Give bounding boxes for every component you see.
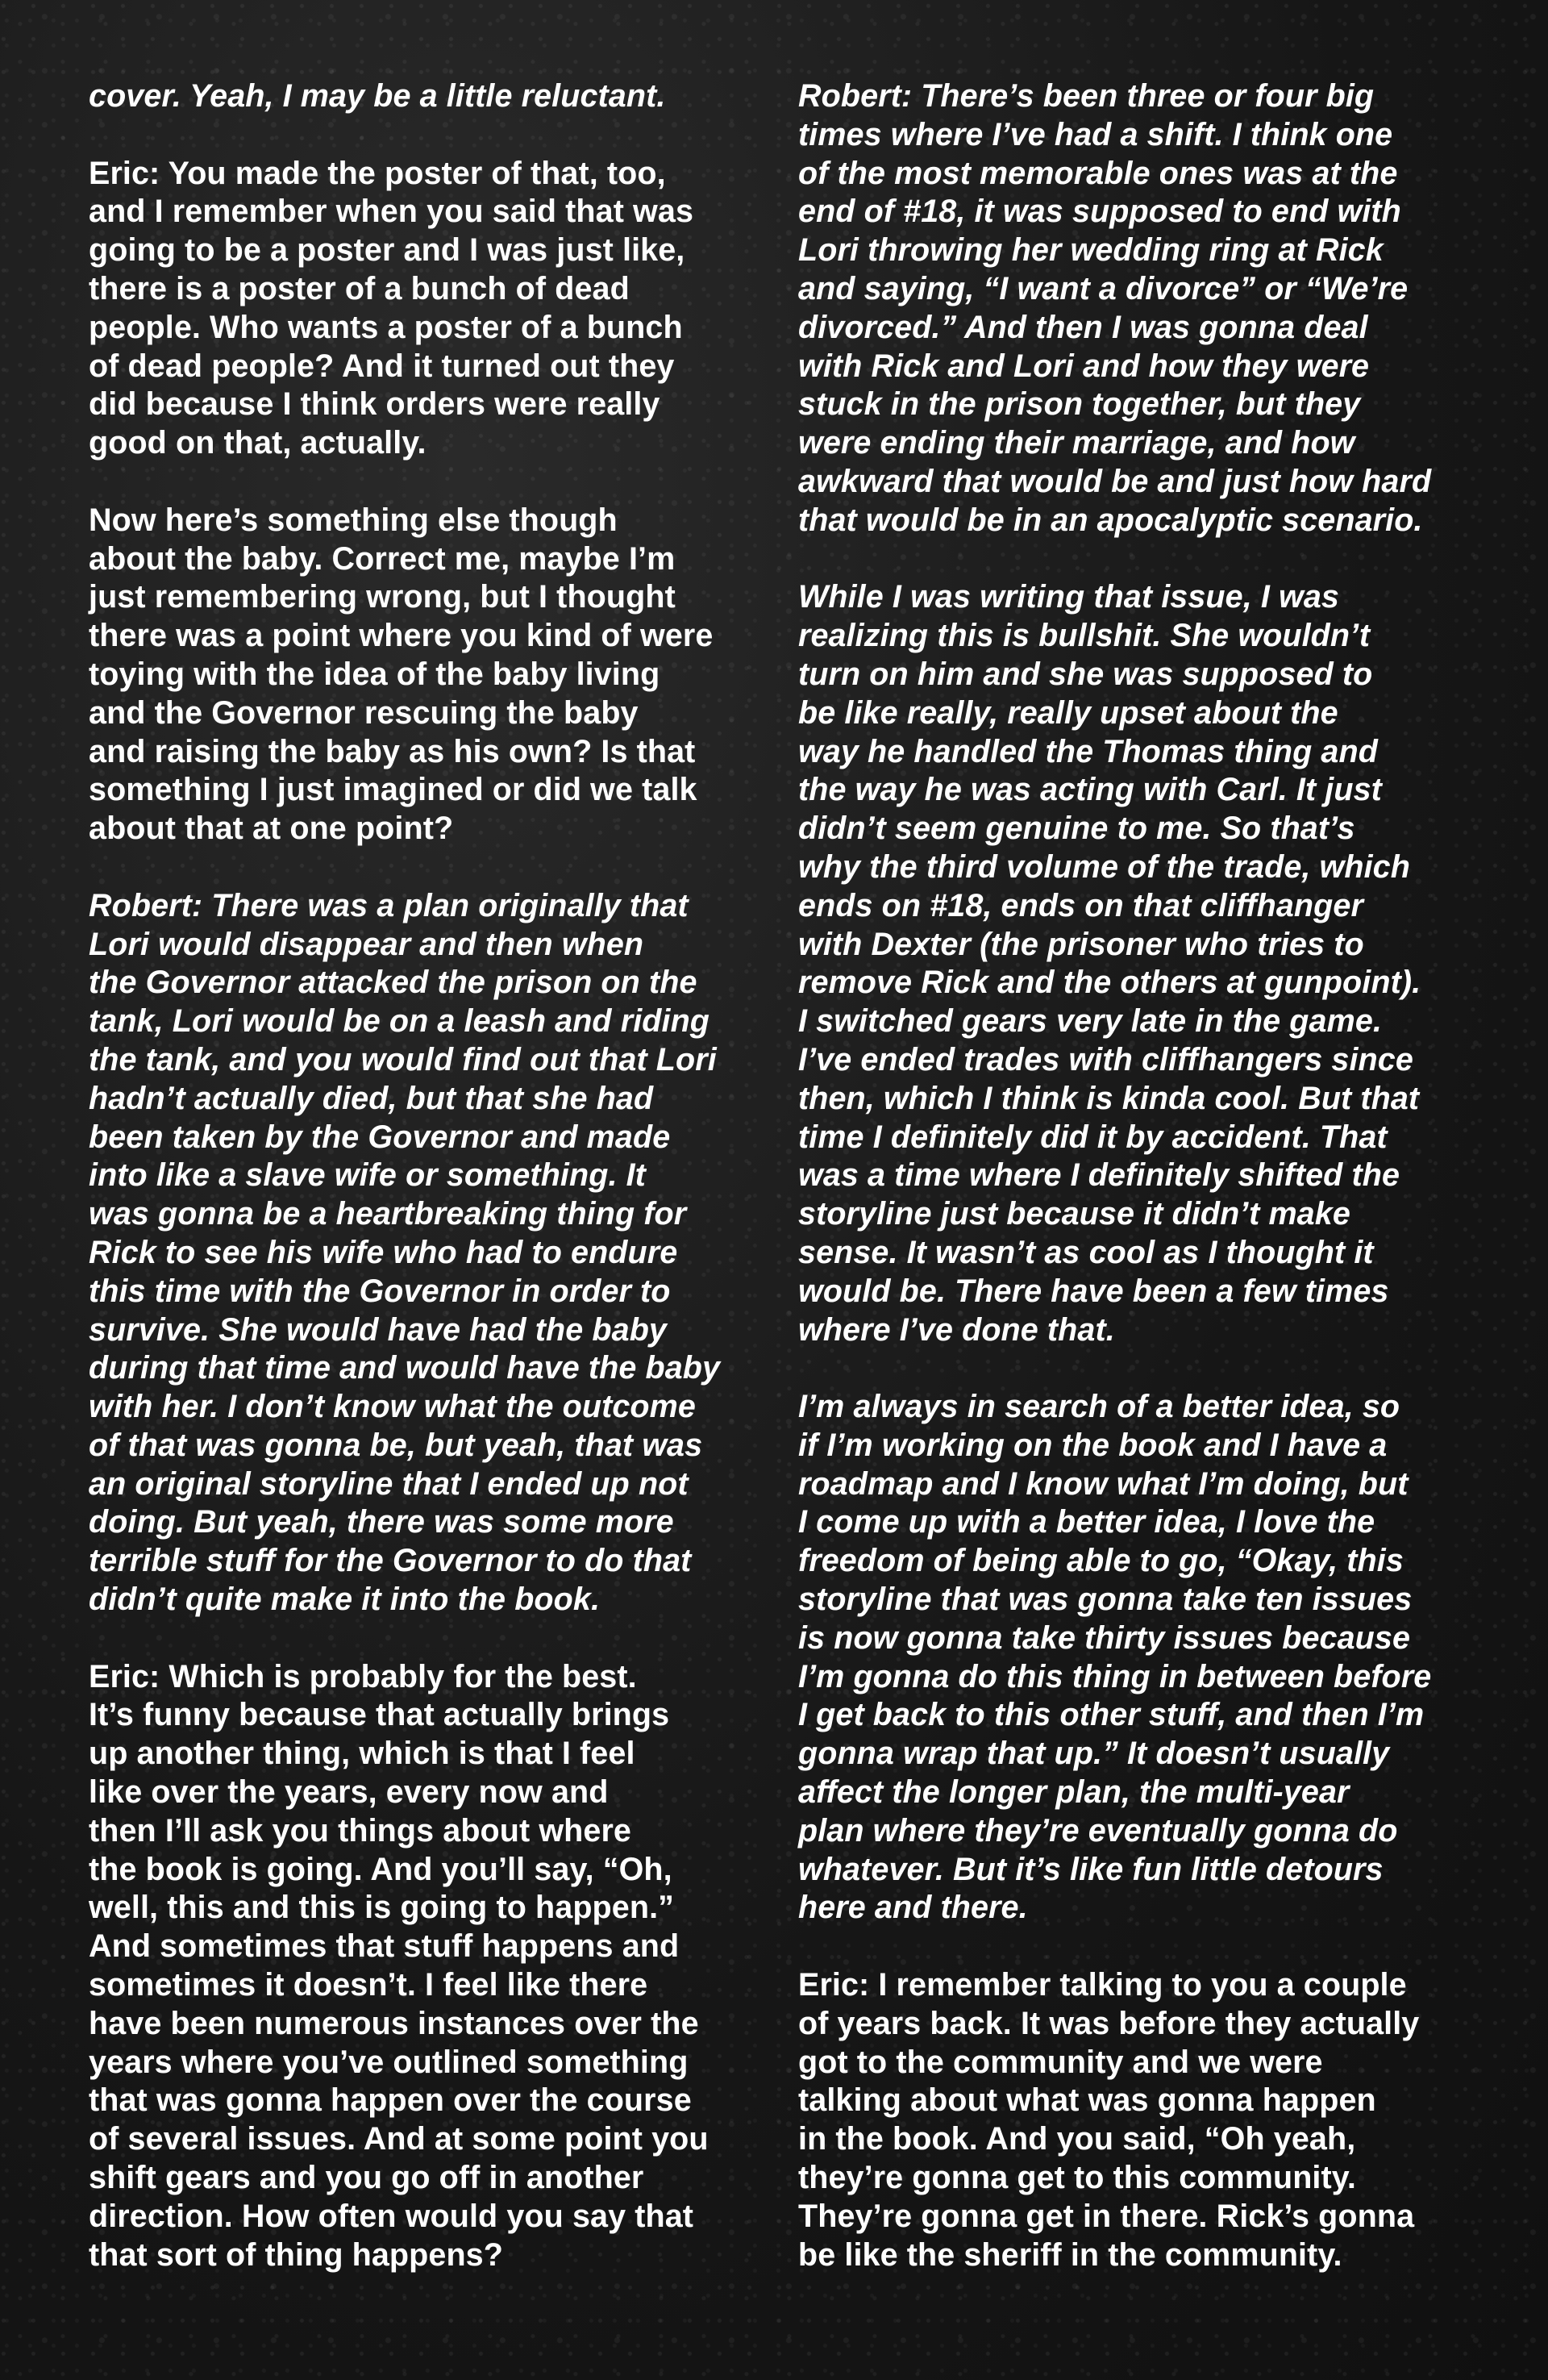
text-line: I switched gears very late in the game.	[798, 1003, 1382, 1040]
text-line: why the third volume of the trade, which	[798, 848, 1410, 885]
paragraph	[89, 155, 758, 463]
text-line: turn on him and she was supposed to	[798, 656, 1373, 692]
text-line: realizing this is bullshit. She wouldn’t	[798, 618, 1371, 654]
text-line: and I remember when you said that was	[89, 194, 694, 230]
text-line: hadn’t actually died, but that she had	[89, 1080, 654, 1116]
text-line: cover. Yeah, I may be a little reluctant.	[89, 78, 666, 114]
text-line: then I’ll ask you things about where	[89, 1812, 631, 1849]
text-line: terrible stuff for the Governor to do that	[89, 1543, 692, 1579]
text-line: there is a poster of a bunch of dead	[89, 270, 630, 306]
text-line: be like the sheriff in the community.	[798, 2236, 1342, 2273]
text-line: and raising the baby as his own? Is that	[89, 733, 696, 769]
text-line: Rick to see his wife who had to endure	[89, 1234, 678, 1270]
text-line: I’m always in search of a better idea, so	[798, 1389, 1400, 1425]
text-line: Eric: Which is probably for the best.	[89, 1658, 637, 1694]
text-line: I get back to this other stuff, and then I’m	[798, 1697, 1425, 1733]
text-line: did because I think orders were really	[89, 386, 660, 423]
left-column	[89, 77, 758, 2274]
text-line: like over the years, every now and	[89, 1774, 609, 1811]
text-line: about the baby. Correct me, maybe I’m	[89, 540, 676, 577]
text-line: Robert: There was a plan originally that	[89, 887, 689, 923]
text-line: Lori would disappear and then when	[89, 926, 644, 962]
text-line: end of #18, it was supposed to end with	[798, 194, 1401, 230]
text-line: sometimes it doesn’t. I feel like there	[89, 1967, 648, 2003]
text-line: in the book. And you said, “Oh yeah,	[798, 2121, 1356, 2157]
text-line: during that time and would have the baby	[89, 1350, 721, 1386]
text-line: would be. There have been a few times	[798, 1273, 1389, 1309]
text-line: here and there.	[798, 1890, 1028, 1926]
text-line: of several issues. And at some point you	[89, 2121, 709, 2157]
text-line: of dead people? And it turned out they	[89, 348, 675, 384]
text-line: well, this and this is going to happen.”	[89, 1890, 674, 1926]
text-line: storyline that was gonna take ten issues	[798, 1582, 1413, 1618]
text-line: storyline just because it didn’t make	[798, 1196, 1350, 1232]
text-line: that would be in an apocalyptic scenario.	[798, 502, 1423, 538]
text-line: Eric: I remember talking to you a couple	[798, 1967, 1407, 2003]
text-line: and the Governor rescuing the baby	[89, 694, 639, 731]
text-line: there was a point where you kind of were	[89, 618, 714, 654]
text-line: be like really, really upset about the	[798, 694, 1338, 731]
text-line: good on that, actually.	[89, 425, 427, 461]
text-line: times where I’ve had a shift. I think one	[798, 116, 1393, 152]
paragraph	[89, 887, 758, 1619]
paragraph	[798, 1388, 1475, 1928]
text-line: While I was writing that issue, I was	[798, 579, 1339, 615]
text-line: up another thing, which is that I feel	[89, 1736, 635, 1772]
text-line: Eric: You made the poster of that, too,	[89, 155, 666, 191]
text-line: with Rick and Lori and how they were	[798, 348, 1370, 384]
text-line: awkward that would be and just how hard	[798, 463, 1432, 499]
text-line: was a time where I definitely shifted the	[798, 1157, 1400, 1194]
text-line: talking about what was gonna happen	[798, 2082, 1376, 2119]
text-line: that sort of thing happens?	[89, 2236, 503, 2273]
text-line: into like a slave wife or something. It	[89, 1157, 646, 1194]
text-line: plan where they’re eventually gonna do	[798, 1812, 1398, 1849]
text-line: roadmap and I know what I’m doing, but	[798, 1465, 1409, 1502]
text-line: about that at one point?	[89, 811, 454, 847]
text-line: tank, Lori would be on a leash and riding	[89, 1003, 710, 1040]
text-line: toying with the idea of the baby living	[89, 656, 660, 692]
text-line: Now here’s something else though	[89, 502, 618, 538]
text-line: is now gonna take thirty issues because	[798, 1619, 1411, 1656]
text-line: something I just imagined or did we talk	[89, 772, 697, 808]
text-line: with Dexter (the prisoner who tries to	[798, 926, 1364, 962]
text-line: survive. She would have had the baby	[89, 1311, 667, 1348]
text-line: have been numerous instances over the	[89, 2005, 699, 2041]
text-line: just remembering wrong, but I thought	[89, 579, 676, 615]
text-line: the book is going. And you’ll say, “Oh,	[89, 1851, 672, 1887]
text-line: They’re gonna get in there. Rick’s gonna	[798, 2198, 1415, 2234]
text-line: didn’t seem genuine to me. So that’s	[798, 811, 1355, 847]
text-line: Robert: There’s been three or four big	[798, 78, 1375, 114]
right-column	[798, 77, 1475, 2274]
text-line: remove Rick and the others at gunpoint).	[798, 965, 1421, 1001]
text-line: time I definitely did it by accident. That	[798, 1119, 1388, 1155]
text-line: ends on #18, ends on that cliffhanger	[798, 887, 1363, 923]
text-line: I’ve ended trades with cliffhangers since	[798, 1041, 1413, 1077]
text-line: gonna wrap that up.” It doesn’t usually	[798, 1736, 1390, 1772]
paragraph	[798, 578, 1475, 1349]
text-line: the tank, and you would find out that Lori	[89, 1041, 717, 1077]
text-line: they’re gonna get to this community.	[798, 2160, 1356, 2196]
text-line: and saying, “I want a divorce” or “We’re	[798, 270, 1409, 306]
text-line: where I’ve done that.	[798, 1311, 1115, 1348]
text-line: if I’m working on the book and I have a	[798, 1427, 1388, 1463]
text-line: Lori throwing her wedding ring at Rick	[798, 232, 1384, 269]
text-line: And sometimes that stuff happens and	[89, 1928, 680, 1965]
text-line: of years back. It was before they actually	[798, 2005, 1420, 2041]
text-line: freedom of being able to go, “Okay, this	[798, 1543, 1404, 1579]
paragraph	[798, 77, 1475, 540]
paragraph	[89, 1658, 758, 2275]
text-line: doing. But yeah, there was some more	[89, 1504, 674, 1540]
text-line: direction. How often would you say that	[89, 2198, 694, 2234]
text-line: divorced.” And then I was gonna deal	[798, 309, 1368, 345]
text-line: been taken by the Governor and made	[89, 1119, 671, 1155]
text-line: an original storyline that I ended up not	[89, 1465, 689, 1502]
text-line: years where you’ve outlined something	[89, 2044, 689, 2080]
text-line: people. Who wants a poster of a bunch	[89, 309, 683, 345]
text-line: then, which I think is kinda cool. But that	[798, 1080, 1420, 1116]
paragraph	[798, 1966, 1475, 2274]
text-line: were ending their marriage, and how	[798, 425, 1355, 461]
text-line: I come up with a better idea, I love the	[798, 1504, 1375, 1540]
text-line: shift gears and you go off in another	[89, 2160, 644, 2196]
text-line: sense. It wasn’t as cool as I thought it	[798, 1234, 1374, 1270]
text-line: affect the longer plan, the multi-year	[798, 1774, 1350, 1811]
text-line: the way he was acting with Carl. It just	[798, 772, 1382, 808]
text-line: It’s funny because that actually brings	[89, 1697, 670, 1733]
text-line: the Governor attacked the prison on the	[89, 965, 697, 1001]
text-line: of the most memorable ones was at the	[798, 155, 1398, 191]
text-line: I’m gonna do this thing in between before	[798, 1658, 1432, 1694]
text-line: was gonna be a heartbreaking thing for	[89, 1196, 687, 1232]
paragraph	[89, 502, 758, 848]
text-line: this time with the Governor in order to	[89, 1273, 671, 1309]
text-line: way he handled the Thomas thing and	[798, 733, 1378, 769]
text-line: that was gonna happen over the course	[89, 2082, 692, 2119]
text-line: got to the community and we were	[798, 2044, 1323, 2080]
text-line: stuck in the prison together, but they	[798, 386, 1361, 423]
text-line: going to be a poster and I was just like,	[89, 232, 685, 269]
text-line: didn’t quite make it into the book.	[89, 1582, 601, 1618]
text-line: whatever. But it’s like fun little detours	[798, 1851, 1384, 1887]
text-line: of that was gonna be, but yeah, that was	[89, 1427, 703, 1463]
paragraph	[89, 77, 758, 116]
text-line: with her. I don’t know what the outcome	[89, 1389, 696, 1425]
